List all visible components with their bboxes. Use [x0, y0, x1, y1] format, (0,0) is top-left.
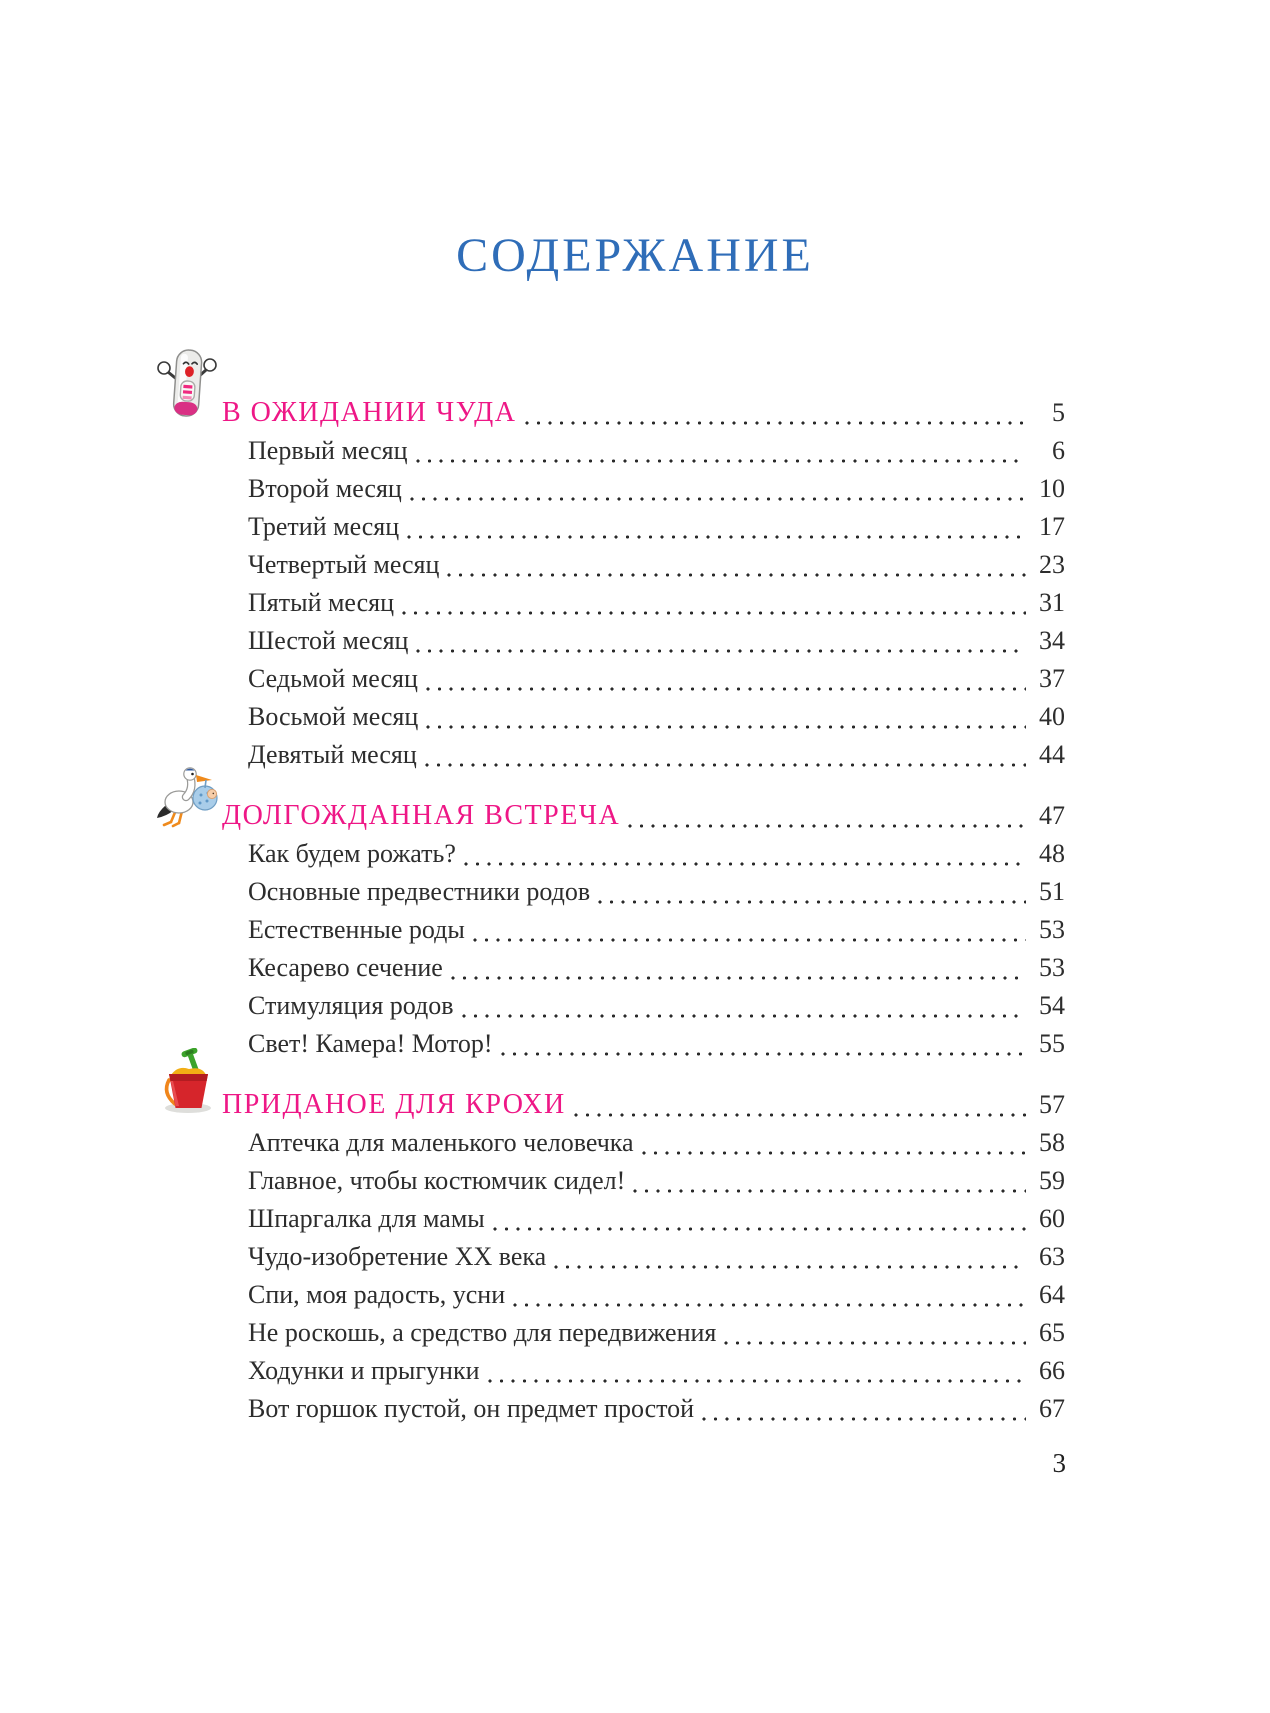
toc-entry-page: 55 [1039, 1029, 1065, 1058]
toc-entry-row [222, 911, 1065, 949]
toc-entry-page: 40 [1039, 702, 1065, 731]
toc-entry-label: Ходунки и прыгунки [248, 1356, 480, 1385]
toc-entry-row [222, 1314, 1065, 1352]
toc-entry-label: Стимуляция родов [248, 991, 454, 1020]
dot-leader [724, 1314, 1026, 1352]
dot-leader [702, 1390, 1026, 1428]
toc-entry-page: 63 [1039, 1242, 1065, 1271]
toc-entry-label: Как будем рожать? [248, 839, 456, 868]
toc-entry-label: Первый месяц [248, 436, 408, 465]
dot-leader [642, 1124, 1026, 1162]
toc-entry-label: Третий месяц [248, 512, 400, 541]
toc-entry-page: 6 [1052, 436, 1065, 465]
dot-leader [628, 797, 1026, 835]
toc-entry-page: 67 [1039, 1394, 1065, 1423]
toc-entry-row [222, 1238, 1065, 1276]
dot-leader [402, 584, 1026, 622]
toc-entry-label: Второй месяц [248, 474, 402, 503]
sand-bucket-icon [158, 1048, 218, 1114]
toc-entry-row [222, 508, 1065, 546]
toc-entry-row [222, 1352, 1065, 1390]
dot-leader [493, 1200, 1026, 1238]
toc-entry-row [222, 1276, 1065, 1314]
toc-entry-page: 58 [1039, 1128, 1065, 1157]
toc-entry-page: 60 [1039, 1204, 1065, 1233]
dot-leader [410, 470, 1026, 508]
toc-entry-label: Девятый месяц [248, 740, 417, 769]
toc-section-layette [222, 1086, 1065, 1428]
toc-entry-page: 37 [1039, 664, 1065, 693]
toc-section-page: 47 [1039, 801, 1065, 830]
toc-entry-label: Спи, моя радость, усни [248, 1280, 506, 1309]
toc-entry-label: Вот горшок пустой, он предмет простой [248, 1394, 695, 1423]
toc-entry-row [222, 1200, 1065, 1238]
dot-leader [425, 736, 1026, 774]
toc-entry-label: Не роскошь, а средство для передвижения [248, 1318, 717, 1347]
toc-entry-label: Кесарево сечение [248, 953, 443, 982]
dot-leader [574, 1086, 1026, 1124]
dot-leader [407, 508, 1026, 546]
toc-entry-row [222, 873, 1065, 911]
dot-leader [473, 911, 1026, 949]
toc-entry-page: 51 [1039, 877, 1065, 906]
toc-entry-label: Пятый месяц [248, 588, 395, 617]
toc-entry-page: 66 [1039, 1356, 1065, 1385]
toc-entry-row [222, 432, 1065, 470]
toc-entry-row [222, 1025, 1065, 1063]
toc-entry-page: 53 [1039, 953, 1065, 982]
toc-entry-page: 48 [1039, 839, 1065, 868]
toc-entry-row [222, 470, 1065, 508]
toc-entry-row [222, 698, 1065, 736]
dot-leader [633, 1162, 1026, 1200]
toc-entry-label: Восьмой месяц [248, 702, 419, 731]
toc-entry-row [222, 1124, 1065, 1162]
toc-entry-label: Аптечка для маленького человечка [248, 1128, 634, 1157]
dot-leader [462, 987, 1026, 1025]
toc-entry-page: 64 [1039, 1280, 1065, 1309]
toc-entry-page: 44 [1039, 740, 1065, 769]
toc-entry-row [222, 584, 1065, 622]
toc-entry-page: 53 [1039, 915, 1065, 944]
pregnancy-test-icon [156, 345, 218, 419]
page-title: СОДЕРЖАНИЕ [456, 229, 814, 282]
toc-section-header [222, 394, 1065, 432]
toc-section-expecting [222, 394, 1065, 774]
toc-entry-row [222, 1162, 1065, 1200]
toc-entry-label: Шестой месяц [248, 626, 409, 655]
toc-entry-label: Седьмой месяц [248, 664, 418, 693]
toc-entry-label: Четвертый месяц [248, 550, 440, 579]
dot-leader [416, 432, 1026, 470]
toc-entry-page: 23 [1039, 550, 1065, 579]
dot-leader [464, 835, 1026, 873]
page-number: 3 [1052, 1448, 1066, 1478]
toc-entry-page: 10 [1039, 474, 1065, 503]
dot-leader [501, 1025, 1026, 1063]
dot-leader [426, 698, 1026, 736]
dot-leader [525, 394, 1026, 432]
toc-entry-row [222, 736, 1065, 774]
dot-leader [451, 949, 1026, 987]
table-of-contents [222, 394, 1065, 1428]
dot-leader [447, 546, 1026, 584]
toc-entry-row [222, 546, 1065, 584]
dot-leader [598, 873, 1026, 911]
toc-entry-label: Шпаргалка для мамы [248, 1204, 485, 1233]
toc-section-title: ПРИДАНОЕ ДЛЯ КРОХИ [222, 1089, 566, 1120]
toc-section-title: В ОЖИДАНИИ ЧУДА [222, 397, 517, 428]
toc-entry-label: Чудо-изобретение XX века [248, 1242, 547, 1271]
toc-entry-label: Основные предвестники родов [248, 877, 591, 906]
dot-leader [554, 1238, 1026, 1276]
toc-section-header [222, 797, 1065, 835]
dot-leader [513, 1276, 1026, 1314]
toc-entry-row [222, 987, 1065, 1025]
dot-leader [416, 622, 1026, 660]
stork-icon [156, 765, 220, 829]
toc-entry-page: 65 [1039, 1318, 1065, 1347]
toc-entry-label: Естественные роды [248, 915, 465, 944]
toc-entry-row [222, 835, 1065, 873]
toc-section-page: 5 [1052, 398, 1065, 427]
toc-entry-label: Свет! Камера! Мотор! [248, 1029, 493, 1058]
toc-entry-page: 17 [1039, 512, 1065, 541]
toc-entry-page: 31 [1039, 588, 1065, 617]
dot-leader [488, 1352, 1027, 1390]
toc-entry-row [222, 949, 1065, 987]
toc-entry-row [222, 660, 1065, 698]
toc-entry-label: Главное, чтобы костюмчик сидел! [248, 1166, 626, 1195]
toc-entry-page: 34 [1039, 626, 1065, 655]
toc-entry-row [222, 622, 1065, 660]
toc-entry-row [222, 1390, 1065, 1428]
toc-section-birth [222, 797, 1065, 1063]
dot-leader [426, 660, 1026, 698]
toc-section-header [222, 1086, 1065, 1124]
toc-entry-page: 54 [1039, 991, 1065, 1020]
toc-entry-page: 59 [1039, 1166, 1065, 1195]
toc-section-title: ДОЛГОЖДАННАЯ ВСТРЕЧА [222, 800, 621, 831]
toc-section-page: 57 [1039, 1090, 1065, 1119]
